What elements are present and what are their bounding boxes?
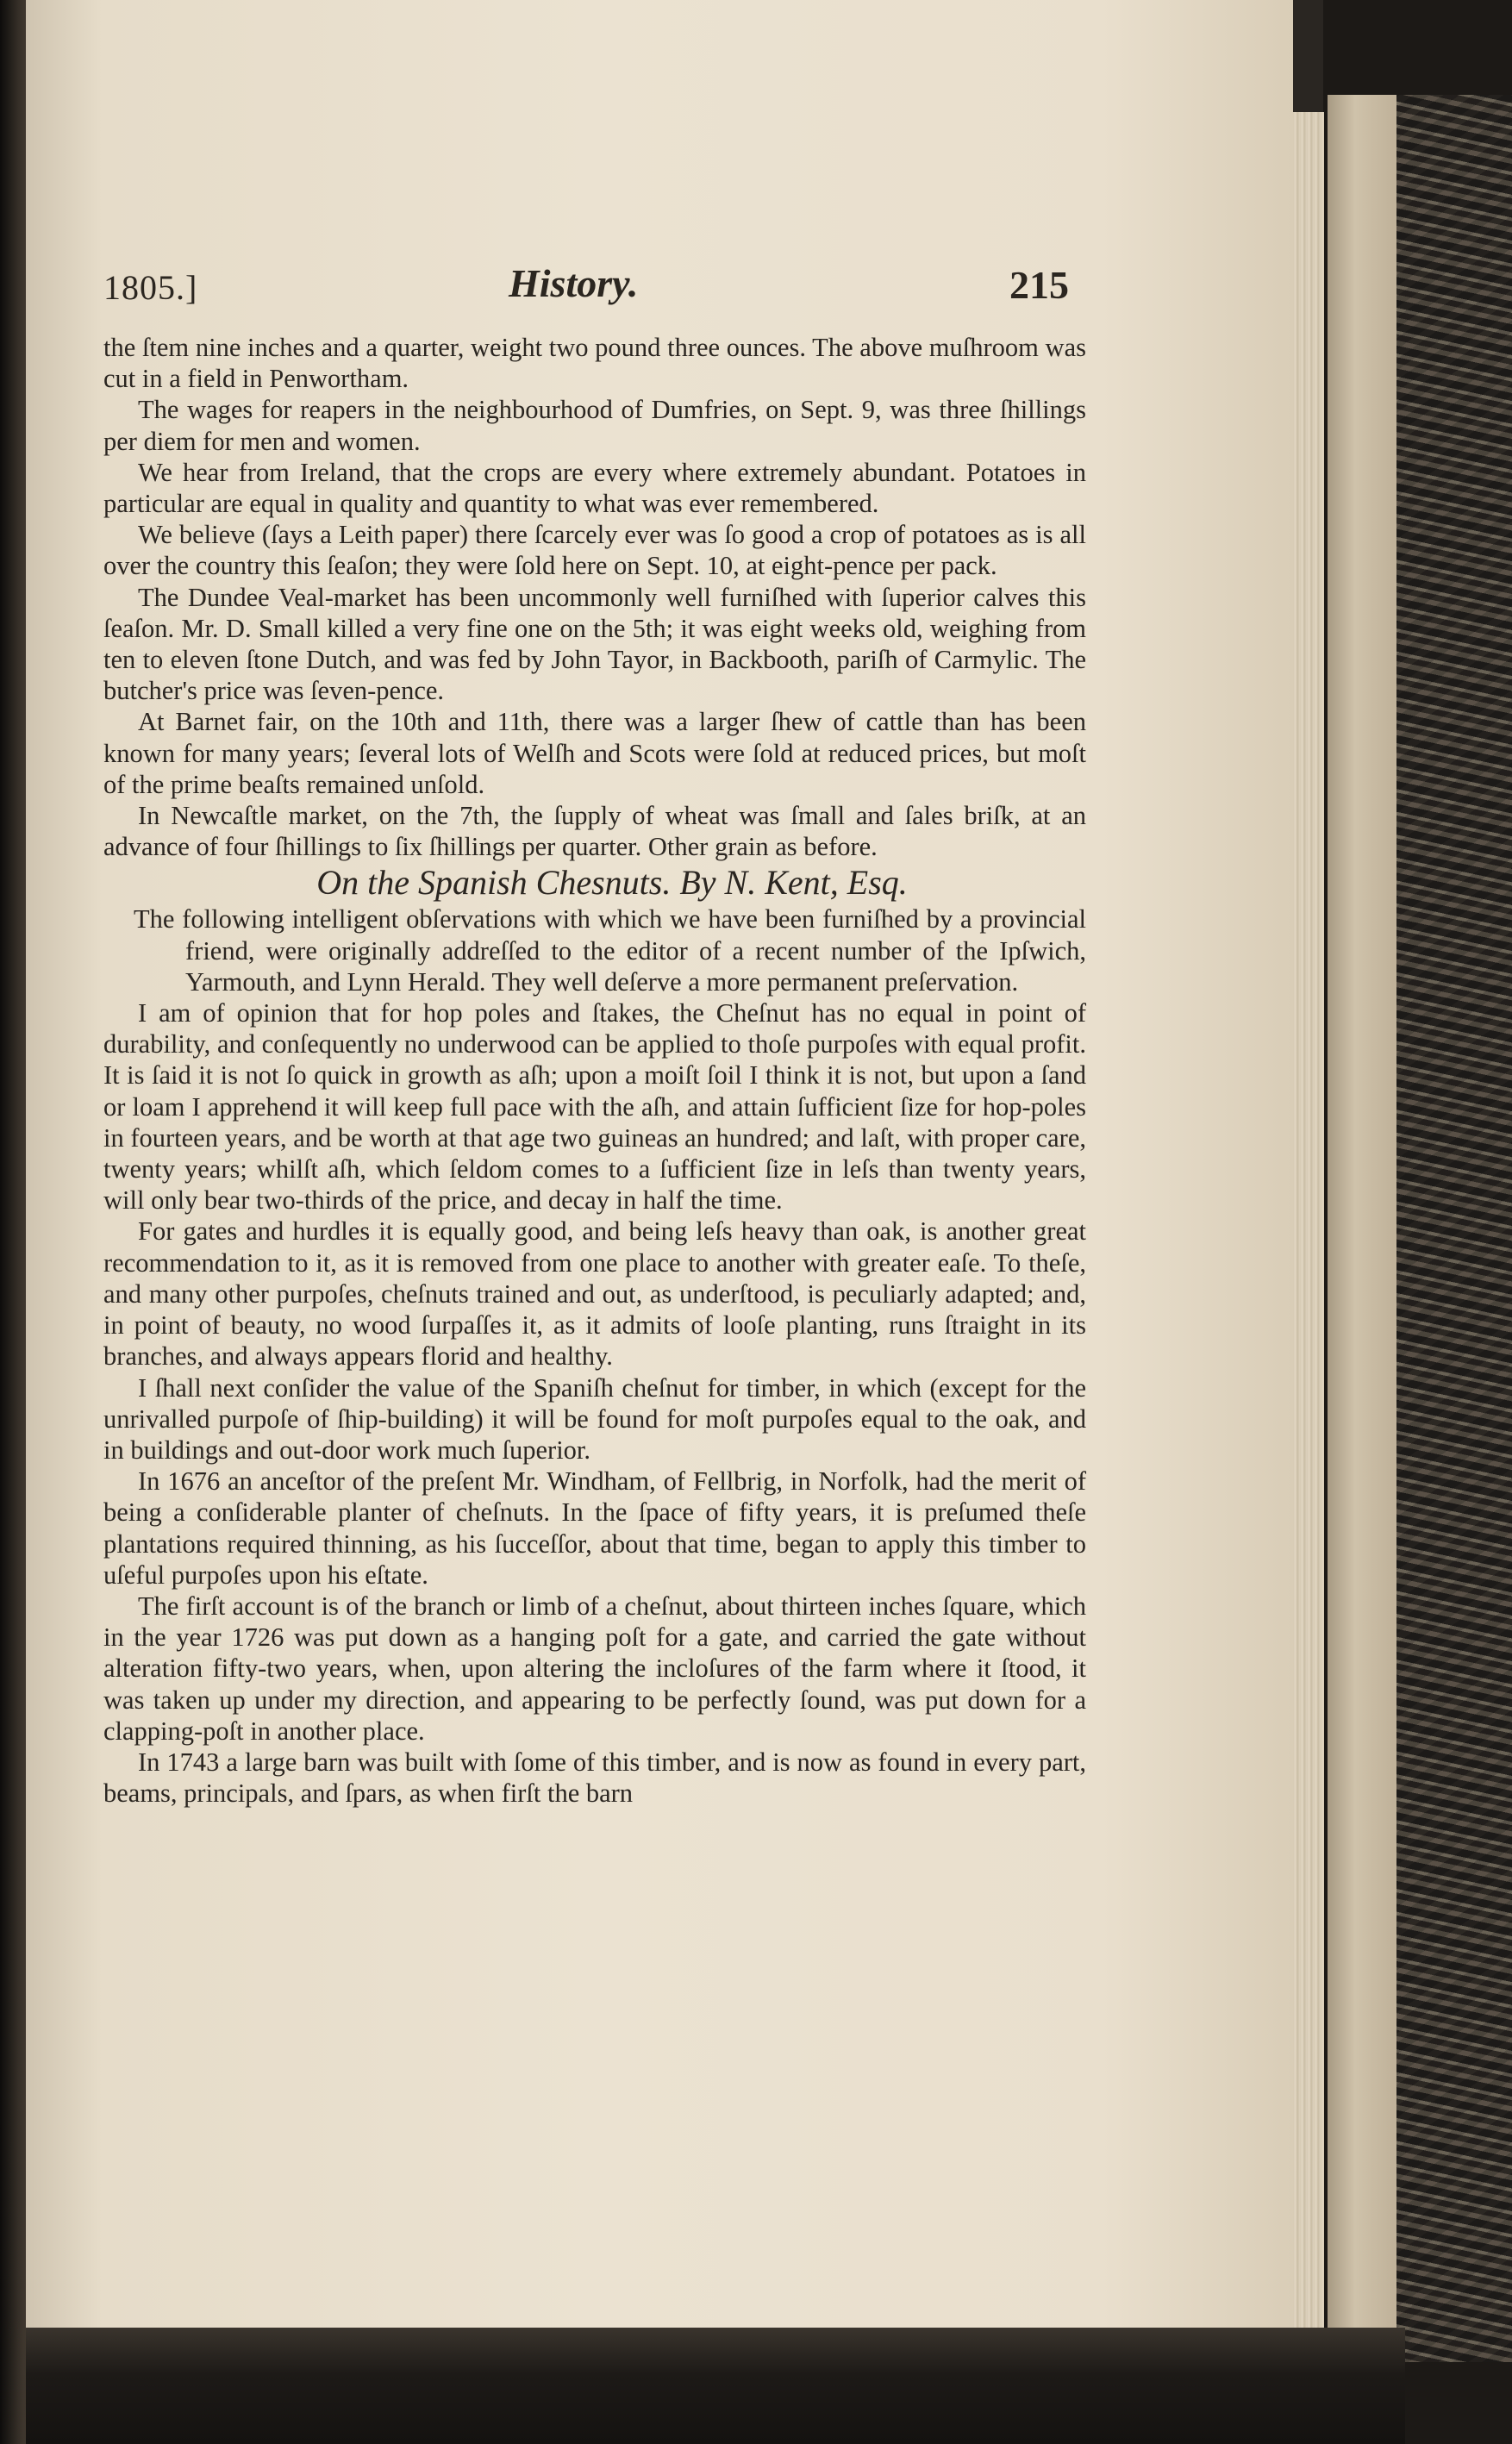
paragraph: We hear from Ireland, that the crops are every where extremely abundant. Potatoes in particular are equal in quality and quantity to what was ever remembered. [103, 457, 1086, 519]
paragraph: the ſtem nine inches and a quarter, weight two pound three ounces. The above muſhroom was cut in a field in Penwortham. [103, 333, 1086, 394]
page-edges-strip [1328, 95, 1396, 2362]
marbled-cover-edge [1396, 95, 1512, 2362]
article-paragraph: I am of opinion that for hop poles and ſtakes, the Cheſnut has no equal in point of durability, and conſequently no underwood can be applied to thoſe purpoſes with equal profit. It is ſaid it is not ſo quick in growth as aſh; upon a moiſt ſoil I think it is not, but upon a ſand or loam I apprehend it will keep full pace with the aſh, and attain ſufficient ſize for hop-poles in fourteen years, and be worth at that age two guineas an hundred; and laſt, with proper care, twenty years; whilſt aſh, which ſeldom comes to a ſufficient ſize in leſs than twenty years, will only bear two-thirds of the price, and decay in half the time. [103, 998, 1086, 1216]
bottom-shadow [26, 2328, 1405, 2444]
article-intro: The following intelligent obſervations with which we have been furniſhed by a provincial friend, were originally addreſſed to the editor of a recent number of the Ipſwich, Yarmouth, and Lynn Herald. They well deſerve a more permanent preſervation. [134, 904, 1086, 997]
header-year: 1805.] [103, 268, 198, 307]
paragraph: We believe (ſays a Leith paper) there ſcarcely ever was ſo good a crop of potatoes as is all over the country this ſeaſon; they were ſold here on Sept. 10, at eight-pence per pack. [103, 520, 1086, 581]
article-paragraph: The firſt account is of the branch or limb of a cheſnut, about thirteen inches ſquare, which in the year 1726 was put down as a hanging poſt for a gate, and carried the gate without alteration fifty-two years, when, upon altering the incloſures of the farm where it ſtood, it was taken up under my direction, and appearing to be perfectly ſound, was put down for a clapping-poſt in another place. [103, 1591, 1086, 1746]
paragraph: In Newcaſtle market, on the 7th, the ſupply of wheat was ſmall and ſales briſk, at an advance of four ſhillings to ſix ſhillings per quarter. Other grain as before. [103, 801, 1086, 862]
paragraph: The wages for reapers in the neighbourhood of Dumfries, on Sept. 9, was three ſhillings per diem for men and women. [103, 395, 1086, 456]
article-paragraph: I ſhall next conſider the value of the Spaniſh cheſnut for timber, in which (except for the unrivalled purpoſe of ſhip-building) it will be found for moſt purpoſes equal to the oak, and in buildings and out-door work much ſuperior. [103, 1372, 1086, 1465]
article-paragraph: In 1743 a large barn was built with ſome of this timber, and is now as found in every part, beams, principals, and ſpars, as when firſt the barn [103, 1747, 1086, 1809]
page-number: 215 [1009, 263, 1069, 307]
article-paragraph: In 1676 an anceſtor of the preſent Mr. Windham, of Fellbrig, in Norfolk, had the merit of being a conſiderable planter of cheſnuts. In the ſpace of fifty years, it is preſumed theſe plantations required thinning, as his ſucceſſor, about that time, began to apply this timber to uſeful purpoſes upon his eſtate. [103, 1466, 1086, 1590]
header-title: History. [509, 261, 639, 305]
article-heading: On the Spanish Chesnuts. By N. Kent, Esq. [316, 863, 908, 903]
paragraph: At Barnet fair, on the 10th and 11th, there was a larger ſhew of cattle than has been known for many years; ſeveral lots of Welſh and Scots were ſold at reduced prices, but moſt of the prime beaſts remained unſold. [103, 707, 1086, 799]
body-text [103, 332, 1086, 1809]
paragraph: The Dundee Veal-market has been uncommonly well furniſhed with ſuperior calves this ſeaſon. Mr. D. Small killed a very fine one on the 5th; it was eight weeks old, weighing from ten to eleven ſtone Dutch, and was fed by John Tayor, in Backbooth, pariſh of Carmylic. The butcher's price was ſeven-pence. [103, 582, 1086, 706]
running-header [103, 250, 1069, 319]
article-paragraph: For gates and hurdles it is equally good, and being leſs heavy than oak, is another great recommendation to it, as it is removed from one place to another with greater eaſe. To theſe, and many other purpoſes, cheſnuts trained and out, as underſtood, is peculiarly adapted; and, in point of beauty, no wood ſurpaſſes it, as it admits of looſe planting, runs ſtraight in its branches, and always appears florid and healthy. [103, 1216, 1086, 1372]
